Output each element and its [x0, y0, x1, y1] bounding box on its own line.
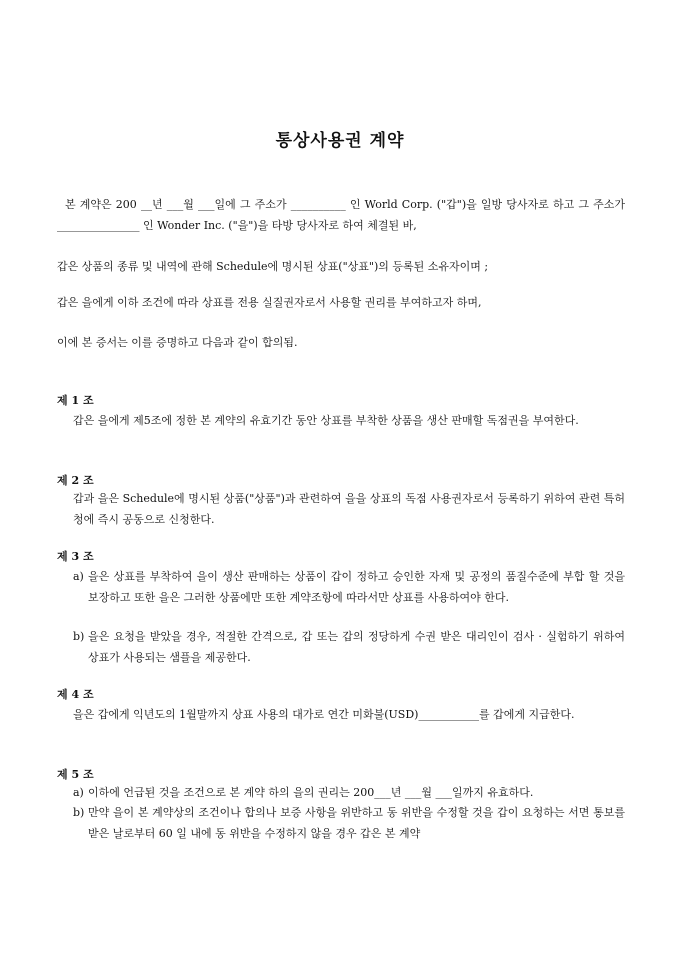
article-3-item-a [73, 566, 625, 608]
article-3-heading: 제 3 조 [57, 550, 94, 563]
preamble-paragraph-4: 이에 본 증서는 이를 증명하고 다음과 같이 합의됨. [57, 336, 298, 349]
article-5-heading: 제 5 조 [57, 768, 94, 781]
preamble-paragraph-2: 갑은 상품의 종류 및 내역에 관해 Schedule에 명시된 상표("상표")의 등록된 소유자이며 ; [57, 260, 489, 273]
article-3-item-b [73, 626, 625, 668]
item-label: a) [73, 786, 84, 799]
document-title: 통상사용권 계약 [275, 131, 405, 151]
article-5-item-b [73, 802, 625, 844]
item-text: 이하에 언급된 것을 조건으로 본 계약 하의 을의 권리는 200___년 ___월 ___일까지 유효하다. [88, 786, 534, 799]
item-text: 만약 을이 본 계약상의 조건이나 합의나 보증 사항을 위반하고 동 위반을 수정할 것을 갑이 요청하는 서면 통보를 받은 날로부터 60 일 내에 동 위반을 수정하지 않을 경우 갑은 본 계약 [88, 806, 625, 840]
item-label: b) [73, 806, 85, 819]
article-5-item-a [73, 782, 625, 803]
item-text: 을은 상표를 부착하여 을이 생산 판매하는 상품이 갑이 정하고 승인한 자재 및 공정의 품질수준에 부합 할 것을 보장하고 또한 을은 그러한 상품에만 또한 계약조항에 따라서만 상표를 사용하여야 한다. [88, 570, 625, 604]
article-1-text: 갑은 을에게 제5조에 정한 본 계약의 유효기간 동안 상표를 부착한 상품을 생산 판매할 독점권을 부여한다. [73, 414, 579, 427]
preamble-paragraph-3: 갑은 을에게 이하 조건에 따라 상표를 전용 실질권자로서 사용할 권리를 부여하고자 하며, [57, 296, 482, 309]
item-label: b) [73, 630, 85, 643]
item-label: a) [73, 570, 84, 583]
article-4-heading: 제 4 조 [57, 688, 94, 701]
article-2-text: 갑과 을은 Schedule에 명시된 상품("상품")과 관련하여 을을 상표의 독점 사용권자로서 등록하기 위하여 관련 특허청에 즉시 공동으로 신청한다. [73, 492, 625, 526]
article-2-heading: 제 2 조 [57, 474, 94, 487]
article-4-text: 을은 갑에게 익년도의 1월말까지 상표 사용의 대가로 연간 미화불(USD)___________를 갑에게 지급한다. [73, 708, 575, 721]
preamble-paragraph-1: 본 계약은 200 __년 ___월 ___일에 그 주소가 __________ 인 World Corp. ("갑")을 일방 당사자로 하고 그 주소가 _______________ 인 Wonder Inc. ("을")을 타방 당사자로 하여 체결된 바, [57, 198, 625, 232]
article-1-heading: 제 1 조 [57, 394, 94, 407]
item-text: 을은 요청을 받았을 경우, 적절한 간격으로, 갑 또는 갑의 정당하게 수권 받은 대리인이 검사 · 실험하기 위하여 상표가 사용되는 샘플을 제공한다. [88, 630, 625, 664]
